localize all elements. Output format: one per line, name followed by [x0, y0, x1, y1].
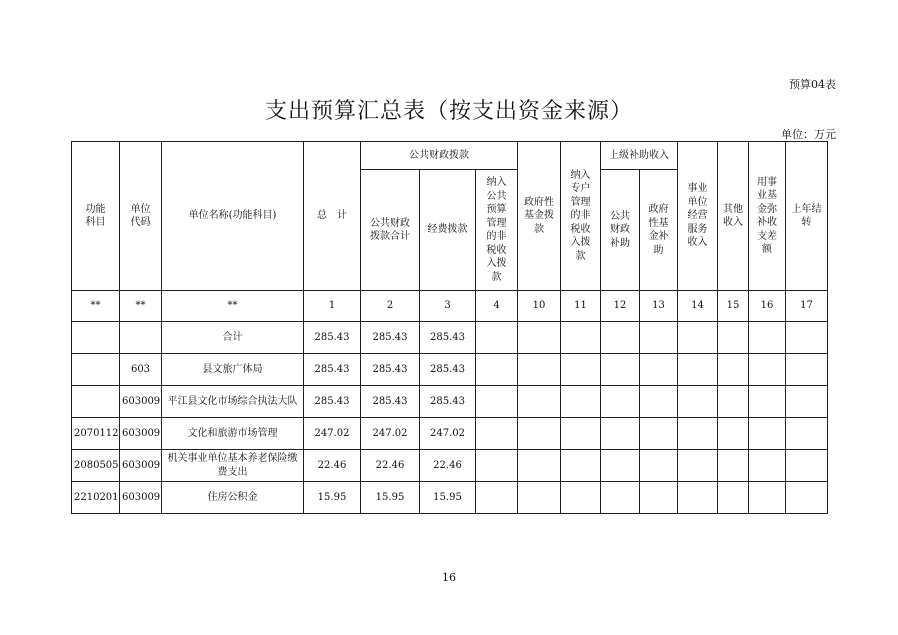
- public-fiscal-total-cell: 15.95: [361, 482, 420, 514]
- public-fiscal-total-cell: 285.43: [361, 322, 420, 354]
- header-gov-fund-subsidy: 政府性基金补助: [640, 170, 678, 291]
- header-public-fiscal-total: 公共财政拨款合计: [361, 170, 420, 291]
- unit-code-cell: 603009: [120, 482, 162, 514]
- table-row: [72, 450, 828, 482]
- index-cell: 2: [361, 291, 420, 322]
- budget-table: [71, 141, 828, 514]
- index-cell: 1: [304, 291, 361, 322]
- index-row: [72, 291, 828, 322]
- page-title: 支出预算汇总表（按支出资金来源）: [264, 99, 633, 124]
- header-public-fiscal: 公共财政拨款: [361, 142, 518, 170]
- header-public-fiscal-subsidy: 公共财政补助: [601, 170, 640, 291]
- unit-name-cell: 合计: [162, 322, 304, 354]
- index-cell: **: [120, 291, 162, 322]
- total-cell: 15.95: [304, 482, 361, 514]
- unit-name-cell: 平江县文化市场综合执法大队: [162, 386, 304, 418]
- public-fiscal-total-cell: 285.43: [361, 354, 420, 386]
- unit-code-cell: 603009: [120, 418, 162, 450]
- index-cell: 3: [420, 291, 476, 322]
- index-cell: 4: [476, 291, 518, 322]
- unit-name-cell: 文化和旅游市场管理: [162, 418, 304, 450]
- func-code-cell: 2080505: [72, 450, 120, 482]
- unit-code-cell: [120, 322, 162, 354]
- operating-funds-cell: 247.02: [420, 418, 476, 450]
- operating-funds-cell: 285.43: [420, 354, 476, 386]
- header-special-nontax: 纳入专户管理的非税收入拨款: [561, 142, 601, 291]
- index-cell: 11: [561, 291, 601, 322]
- index-cell: 15: [718, 291, 749, 322]
- form-number: 预算04表: [789, 78, 836, 91]
- header-gov-fund: 政府性基金拨款: [518, 142, 561, 291]
- table-row: [72, 482, 828, 514]
- header-fund-balance: 用事业基金弥补收支差额: [749, 142, 786, 291]
- index-cell: **: [72, 291, 120, 322]
- header-total: 总 计: [304, 142, 361, 291]
- func-code-cell: 2210201: [72, 482, 120, 514]
- func-code-cell: [72, 322, 120, 354]
- index-cell: 14: [678, 291, 718, 322]
- table-row: [72, 418, 828, 450]
- func-code-cell: [72, 354, 120, 386]
- unit-code-cell: 603: [120, 354, 162, 386]
- operating-funds-cell: 285.43: [420, 322, 476, 354]
- header-func-code: 功能科目: [72, 142, 120, 291]
- unit-name-cell: 住房公积金: [162, 482, 304, 514]
- func-code-cell: 2070112: [72, 418, 120, 450]
- header-service-income: 事业单位经营服务收入: [678, 142, 718, 291]
- unit-code-cell: 603009: [120, 386, 162, 418]
- unit-name-cell: 县文旅广体局: [162, 354, 304, 386]
- index-cell: 16: [749, 291, 786, 322]
- total-cell: 285.43: [304, 386, 361, 418]
- index-cell: 13: [640, 291, 678, 322]
- unit-label: 单位：万元: [781, 128, 836, 141]
- header-prev-carryover: 上年结转: [786, 142, 828, 291]
- header-other-income: 其他收入: [718, 142, 749, 291]
- header-superior-subsidy: 上级补助收入: [601, 142, 678, 170]
- table-row: [72, 354, 828, 386]
- table-row: [72, 322, 828, 354]
- header-unit-name: 单位名称(功能科目): [162, 142, 304, 291]
- public-fiscal-total-cell: 22.46: [361, 450, 420, 482]
- operating-funds-cell: 22.46: [420, 450, 476, 482]
- total-cell: 247.02: [304, 418, 361, 450]
- func-code-cell: [72, 386, 120, 418]
- header-operating-funds: 经费拨款: [420, 170, 476, 291]
- total-cell: 285.43: [304, 354, 361, 386]
- operating-funds-cell: 285.43: [420, 386, 476, 418]
- index-cell: 12: [601, 291, 640, 322]
- public-fiscal-total-cell: 247.02: [361, 418, 420, 450]
- header-budget-nontax: 纳入公共预算管理的非税收入拨款: [476, 170, 518, 291]
- total-cell: 22.46: [304, 450, 361, 482]
- total-cell: 285.43: [304, 322, 361, 354]
- unit-name-cell: 机关事业单位基本养老保险缴费支出: [162, 450, 304, 482]
- page-number: 16: [442, 571, 456, 584]
- table-row: [72, 386, 828, 418]
- header-unit-code: 单位代码: [120, 142, 162, 291]
- operating-funds-cell: 15.95: [420, 482, 476, 514]
- index-cell: **: [162, 291, 304, 322]
- public-fiscal-total-cell: 285.43: [361, 386, 420, 418]
- unit-code-cell: 603009: [120, 450, 162, 482]
- index-cell: 17: [786, 291, 828, 322]
- index-cell: 10: [518, 291, 561, 322]
